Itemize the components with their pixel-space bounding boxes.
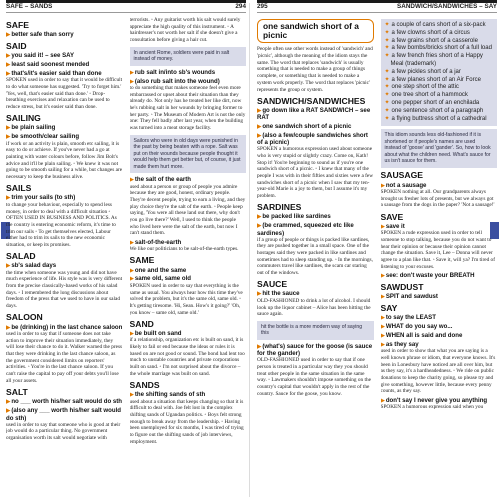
definition-text: SPOKEN a rude expression used in order to tell someone to stop talking, because you do not want to hear their opinion or because their opinion cannot change the situation. Save it, Lee – Donna will never agree to a plan like that. ◦ Save it, will ya? I'm tired of listening to your excuses.	[380, 230, 495, 270]
definition-text: if a group of people or things is packed like sardines, they are pushed together in a small space. One of the hostages said they were packed in like sardines and sometimes had to sleep standing up. ◦ In the mornings, commuters travel like sardines, the scam car staring out of the windows.	[257, 236, 373, 277]
definition-text: used about a situation that keeps changing so that it is difficult to deal with. Joe felt lost in the complex shifting sands of Ugandan politics. ◦ Boys felt strong enough to break away from the leadership. ◦ Having been unemployed for six months, I was tired of trying to figure out the shifting sands of job interviews, employment.	[129, 398, 244, 445]
definition-text: SPOKEN used in order to say that everything is the same as usual. You always hear how this time they've solved the problem, but it's the same old, same old. ◦ It's getting tiresome. 'Hi, Sean. How's it going?' 'Oh, you know – same old, same old.'	[129, 282, 243, 316]
left-columns	[6, 17, 246, 498]
idiom-phrase-text: trim your sails (to sth)	[11, 194, 76, 202]
idiom-phrase	[6, 407, 123, 421]
idiom-phrase-text: WHEN all is said and done	[385, 332, 463, 340]
definition-text: used about a person or group of people you admire because they are good, honest, ordinary people. They're decent people, trying to earn a living, and they play choice they're the salt of the earth. ◦ People keep saying, 'You were all these land out there, why don't you go live there?' Well, I used to think the people who lived here were the salt of the earth, but now I can't stand them.	[129, 183, 246, 237]
page-number: 295	[257, 3, 268, 11]
variant-text: a few french fries short of a Happy Meal (trademark)	[390, 53, 483, 67]
idiom-phrase	[257, 222, 374, 236]
arrow-bullet-icon: ▶	[257, 214, 262, 221]
variants-box	[381, 19, 498, 126]
headword: SAME	[129, 255, 155, 266]
idiom-phrase-text: salt-of-the-earth	[134, 238, 182, 246]
variant-item	[385, 100, 494, 108]
arrow-bullet-icon: ▶	[380, 223, 385, 230]
definition-text: if a relationship, organization etc is built on sand, it is likely to fail or end because the ideas or rules it is based on are not good or sound. The bond had lent too much to unstable countries and private corporations built on sand. ◦ I'm not surprised about the divorce – the whole marriage was built on sand.	[129, 337, 245, 377]
idiom-phrase-text: (also a few/couple sandwiches short of a picnic)	[257, 131, 368, 147]
arrow-bullet-icon: ▶	[257, 291, 262, 298]
idiom-phrase-text: hit the sauce	[262, 290, 300, 298]
star-bullet-icon: ✦	[384, 45, 390, 52]
idiom-phrase-text: same old, same old	[134, 275, 192, 283]
idiom-phrase-text: WHAT do you say wo...	[385, 323, 453, 331]
arrow-bullet-icon: ▶	[380, 397, 385, 404]
variant-text: a few planes short of an Air Force	[391, 76, 481, 83]
idiom-phrase-text: the salt of the earth	[134, 176, 192, 184]
definition-text: SPOKEN a humorous expression used about someone who is very stupid or slightly crazy. Come on, Kath! Stop it! You're beginning to sound as if you're one sandwich short of a picnic. ◦ I knew that many of the people I was with in their fifties and sixties were a few sandwiches short of a picnic when I saw that my ten-year-old Marie is a joy to them, but I assume it's my problem.	[257, 146, 374, 199]
headword: SAILING	[6, 113, 41, 124]
idiom-phrase	[6, 324, 123, 331]
arrow-bullet-icon: ▶	[6, 263, 11, 270]
star-bullet-icon: ✦	[384, 29, 390, 36]
arrow-bullet-icon: ▶	[380, 182, 385, 189]
arrow-bullet-icon: ▶	[380, 315, 385, 322]
idiom-phrase-text: be (drinking) in the last chance saloon	[11, 323, 123, 331]
arrow-bullet-icon: ▶	[380, 294, 385, 301]
arrow-bullet-icon: ▶	[129, 69, 134, 76]
star-bullet-icon: ✦	[384, 107, 390, 114]
star-bullet-icon: ✦	[384, 76, 390, 83]
arrow-bullet-icon: ▶	[129, 330, 134, 337]
callout-wrapper	[257, 19, 374, 43]
variant-text: one pepper short of an enchilada	[391, 99, 480, 106]
right-page-column-1	[257, 17, 374, 498]
headword: SAUSAGE	[380, 170, 423, 181]
idiom-phrase	[130, 239, 247, 246]
idiom-phrase	[381, 272, 498, 279]
right-page	[257, 0, 497, 500]
idiom-phrase-text: as they say	[385, 341, 419, 348]
headword: SAY	[380, 302, 398, 313]
star-bullet-icon: ✦	[384, 99, 390, 106]
idiom-phrase-text: SPIT and sawdust	[385, 293, 438, 301]
definition-text: to do something that makes someone feel even more embarrassed or upset about their situation than they already do. Not only has he treated her like dirt, now he's rubbing salt in her wounds by bringing former to her party. ◦ The Museum of Modern Art is not the only one: They fell badly after last year, when the building was turned into a meat storage facility.	[129, 85, 246, 132]
arrow-bullet-icon: ▶	[257, 132, 262, 139]
running-head-title: SANDWICH/SANDWICHES – SAY	[396, 3, 497, 11]
idiom-phrase-text: you said it! – see SAY	[11, 51, 75, 59]
arrow-bullet-icon: ▶	[257, 223, 262, 230]
idiom-phrase	[6, 398, 123, 405]
variant-text: a few clowns short of a circus	[391, 29, 470, 36]
running-head-left	[6, 0, 246, 13]
idiom-phrase-text: to say the LEAST	[385, 314, 436, 322]
definition-text: used in order to show that what you are saying is a well known phrase or idiom, that everyone knows. It's been in Lonesbury have noticed are all over him, but as they say, it's a hardheadedness. ◦ We ride on public donations to keep the charity going, so please try and give something, however little, because every penny counts, as they say.	[380, 348, 496, 395]
arrow-bullet-icon: ▶	[6, 195, 11, 202]
idiom-phrase	[381, 397, 498, 404]
idiom-phrase-text: least said soonest mended	[11, 60, 90, 68]
idiom-phrase-text: the shifting sands of sth	[134, 391, 206, 399]
idiom-phrase	[6, 61, 123, 68]
idiom-phrase	[6, 133, 123, 140]
idiom-phrase-text: rub salt in/into sb's wounds	[134, 68, 216, 76]
arrow-bullet-icon: ▶	[6, 70, 11, 77]
arrow-bullet-icon: ▶	[257, 343, 262, 350]
arrow-bullet-icon: ▶	[380, 272, 385, 279]
usage-note-box: hit the bottle is a more modern way of saying this	[257, 321, 374, 340]
idiom-phrase-text: (what's) sauce for the goose (is sauce for the gander)	[257, 342, 373, 358]
definition-text: if work or an activity is plain, smooth etc sailing, it is easy to do or achieve. If you've never had a go at painting with water colours before, follow Jim Bolt's advice and it'll be plain sailing. ◦ We knew it was not going to be smooth sailing for a while, but changes are necessary to keep the business alive.	[6, 140, 123, 181]
headword: SALT	[6, 386, 28, 397]
idiom-phrase	[381, 341, 498, 348]
star-bullet-icon: ✦	[384, 53, 390, 60]
idiom-phrase	[257, 213, 374, 220]
page-gutter	[249, 3, 250, 497]
usage-note-box: In ancient Rome, soldiers were paid in salt instead of money.	[130, 47, 247, 66]
idiom-phrase	[381, 332, 498, 339]
headword: SALAD	[6, 251, 36, 262]
headword: SALOON	[6, 312, 43, 323]
arrow-bullet-icon: ▶	[6, 324, 11, 331]
definition-text: the time when someone was young and did not have much experience of life. His style was is very different from the precise classically-based works of his salad days. ◦ I remembered the long discussions about freedom of the press that we used to have in our salad days.	[6, 269, 123, 310]
arrow-bullet-icon: ▶	[129, 276, 134, 283]
idiom-phrase-text: one sandwich short of a picnic	[262, 122, 352, 130]
callout-paragraph: People often use other words instead of 'sandwich' and 'picnic', although the meaning of the idiom stays the same. The word that replaces 'sandwich' is usually something that is needed to make a group of things complete, or something that is needed to make a system work properly. The word that replaces 'picnic' represents the group or system.	[257, 46, 373, 93]
variant-text: a few grains short of a casserole	[391, 37, 478, 44]
arrow-bullet-icon: ▶	[6, 134, 11, 141]
idiom-phrase-text: (also any ___ worth his/her salt would do sth)	[6, 407, 122, 422]
left-page-column-1	[6, 17, 123, 498]
definition-text: SPOKEN used in order to say that it would be difficult to do what someone has suggested. 'Try to forget him.' 'Yes, well, that's easier said than done.' ◦ Drop-breathing exercises and relaxation can be used to reduce stress, but it's easier said than done.	[6, 77, 123, 110]
definition-text: SPOKEN a humorous expression said when you	[380, 404, 484, 411]
definition-text: to change your behaviour, especially to spend less money, in order to deal with a difficult situation ◦ OFTEN USED IN BUSINESS AND POLITICS. As the country is entering economic reform, it's time to trim our sails ◦ To get themselves elected, Labour either had to trim its sails to the new economic situation, or keep its promises.	[6, 201, 117, 248]
variant-item	[385, 84, 494, 92]
idiom-phrase	[130, 275, 247, 282]
idiom-phrase	[381, 182, 498, 189]
idiom-phrase-text: that's/it's easier said than done	[11, 69, 102, 77]
star-bullet-icon: ✦	[384, 68, 390, 75]
running-head-title: SAFE – SANDS	[6, 3, 53, 11]
idiom-phrase	[6, 52, 123, 59]
idiom-phrase-text: better safe than sorry	[11, 30, 74, 38]
headword: SAILS	[6, 183, 32, 194]
idiom-callout-title: one sandwich short of a picnic	[257, 19, 374, 43]
idiom-phrase	[130, 176, 247, 183]
headword: SAID	[6, 40, 27, 51]
idiom-phrase-text: be built on sand	[134, 329, 182, 337]
idiom-phrase-text: save it	[385, 222, 405, 230]
usage-note-box: Sailors who were in old days were punished in the past by being beaten with a rope. Salt was put on their wounds because people thought it would help them get better but, of course, it just made them hurt more.	[130, 135, 247, 174]
idiom-phrase	[6, 124, 123, 131]
idiom-phrase	[257, 132, 374, 146]
idiom-phrase-text: go down like a RAT SANDWICH – see RAT	[257, 106, 371, 122]
arrow-bullet-icon: ▶	[257, 107, 262, 114]
right-page-column-2	[381, 17, 498, 498]
page-number: 294	[235, 3, 246, 11]
arrow-bullet-icon: ▶	[129, 177, 134, 184]
idiom-phrase	[381, 314, 498, 321]
variant-text: a couple of cans short of a six-pack	[391, 22, 486, 28]
idiom-phrase	[130, 78, 247, 85]
arrow-bullet-icon: ▶	[380, 324, 385, 331]
headword: SAVE	[380, 211, 404, 222]
definition-text: OLD-FASHIONED to drink a lot of alcohol. I should look up the liquor cabinet – Alice has been hitting the sauce again.	[257, 297, 371, 318]
variant-item	[385, 108, 494, 116]
headword: SAUCE	[257, 279, 288, 290]
idiom-phrase	[6, 262, 123, 269]
headword: SANDWICH/SANDWICHES	[257, 95, 366, 106]
idiom-phrase-text: not a sausage	[385, 181, 427, 189]
idiom-phrase	[381, 323, 498, 330]
idiom-phrase-text: be smooth/clear sailing	[11, 133, 80, 141]
arrow-bullet-icon: ▶	[6, 125, 11, 132]
headword: SANDS	[129, 379, 160, 390]
right-columns	[257, 17, 497, 498]
idiom-phrase-text: don't say I never give you anything	[385, 396, 488, 404]
variant-text: one tree short of a hammock	[391, 92, 468, 99]
definition-text: used in order to say that someone who is good at their job would do a particular thing. No government organisation worth its salt would negotiate with	[6, 421, 121, 441]
arrow-bullet-icon: ▶	[6, 31, 11, 38]
arrow-bullet-icon: ▶	[380, 333, 385, 340]
idiom-phrase	[257, 123, 374, 130]
idiom-phrase-text: one and the same	[134, 266, 187, 274]
variant-item	[385, 53, 494, 69]
star-bullet-icon: ✦	[384, 37, 390, 44]
star-bullet-icon: ✦	[384, 92, 390, 99]
arrow-bullet-icon: ▶	[129, 392, 134, 399]
idiom-phrase-text: no ___ worth his/her salt would do sth	[11, 398, 123, 406]
idiom-phrase	[381, 223, 498, 230]
variant-item	[385, 116, 494, 124]
idiom-phrase-text: (be crammed, squeezed etc like sardines)	[257, 222, 354, 237]
running-head-right	[257, 0, 497, 13]
headword: SAND	[129, 318, 154, 329]
left-page-column-2	[130, 17, 247, 498]
arrow-bullet-icon: ▶	[6, 399, 11, 406]
usage-note-box: This idiom sounds less old-fashioned if it is shortened or if people's names are used instead of 'goose' and 'gander'. So, how to look about what the children need. What's sauce for us isn't sauce for them.	[381, 129, 498, 168]
variant-item	[385, 30, 494, 38]
definition-text: terrorists. ◦ Any guitarist worth his salt would surely appreciate the high quality of this instrument. ◦ A hairdresser's not worth her salt if she doesn't give a consultation before giving a hair cut.	[129, 17, 241, 44]
variant-item	[385, 69, 494, 77]
variant-text: one sentence short of a paragraph	[391, 107, 484, 114]
star-bullet-icon: ✦	[384, 84, 390, 91]
variant-item	[385, 22, 494, 30]
headword: SAFE	[6, 19, 29, 30]
arrow-bullet-icon: ▶	[6, 52, 11, 59]
variant-text: one step short of the attic	[391, 84, 459, 91]
definition-text: We like our politicians to be salt-of-the-earth types.	[129, 246, 239, 253]
variant-text: a flying buttress short of a cathedral	[391, 115, 487, 122]
idiom-phrase	[130, 391, 247, 398]
star-bullet-icon: ✦	[384, 22, 390, 28]
idiom-phrase	[130, 69, 247, 76]
arrow-bullet-icon: ▶	[129, 239, 134, 246]
idiom-phrase-text: (also rub salt into the wound)	[134, 77, 220, 85]
idiom-phrase	[6, 194, 123, 201]
arrow-bullet-icon: ▶	[129, 78, 134, 85]
idiom-phrase-text: sb's salad days	[11, 262, 57, 270]
idiom-phrase-text: be packed like sardines	[262, 213, 331, 221]
star-bullet-icon: ✦	[384, 115, 390, 122]
idiom-phrase	[257, 107, 374, 121]
left-page	[6, 0, 246, 500]
idiom-phrase	[6, 31, 123, 38]
idiom-phrase	[257, 343, 374, 357]
headword: SAWDUST	[380, 281, 424, 292]
idiom-phrase	[381, 293, 498, 300]
variant-text: a few bombs/bricks short of a full load	[391, 45, 492, 52]
idiom-phrase	[257, 290, 374, 297]
arrow-bullet-icon: ▶	[6, 61, 11, 68]
idiom-phrase-text: be plain sailing	[11, 124, 56, 132]
headword: SARDINES	[257, 202, 302, 213]
variants-list	[385, 22, 494, 123]
arrow-bullet-icon: ▶	[6, 408, 11, 415]
variant-item	[385, 92, 494, 100]
arrow-bullet-icon: ▶	[129, 267, 134, 274]
arrow-bullet-icon: ▶	[380, 342, 385, 348]
definition-text: OLD-FASHIONED used in order to say that if one person is treated in a particular way they you should treat other people in the same situation in the same way. ◦ Lawmakers shouldn't impose something on the country's capital that wouldn't apply in the rest of the country. Sauce for the goose, you know.	[257, 357, 371, 397]
idiom-phrase-text: see: don't waste your BREATH	[385, 271, 475, 279]
arrow-bullet-icon: ▶	[257, 123, 262, 130]
definition-text: used in order to say that if someone does not take action to improve their situation immediately, they will lose their chance to do it. Walker warned the press that they were drinking in the last chance saloon, as the government considered limits on reporters' activities. ◦ You're in the last chance saloon. If you can't raise the capital to pay off your debts you'll lose all your assets.	[6, 331, 123, 384]
variant-text: a few pickles short of a jar	[391, 68, 461, 75]
definition-text: SPOKEN nothing at all. Our grandparents always brought us fresher lots of presents, but we always got a sausage from the dogs in the paper? 'Not a sausage!'	[380, 189, 495, 209]
idiom-phrase	[130, 267, 247, 274]
